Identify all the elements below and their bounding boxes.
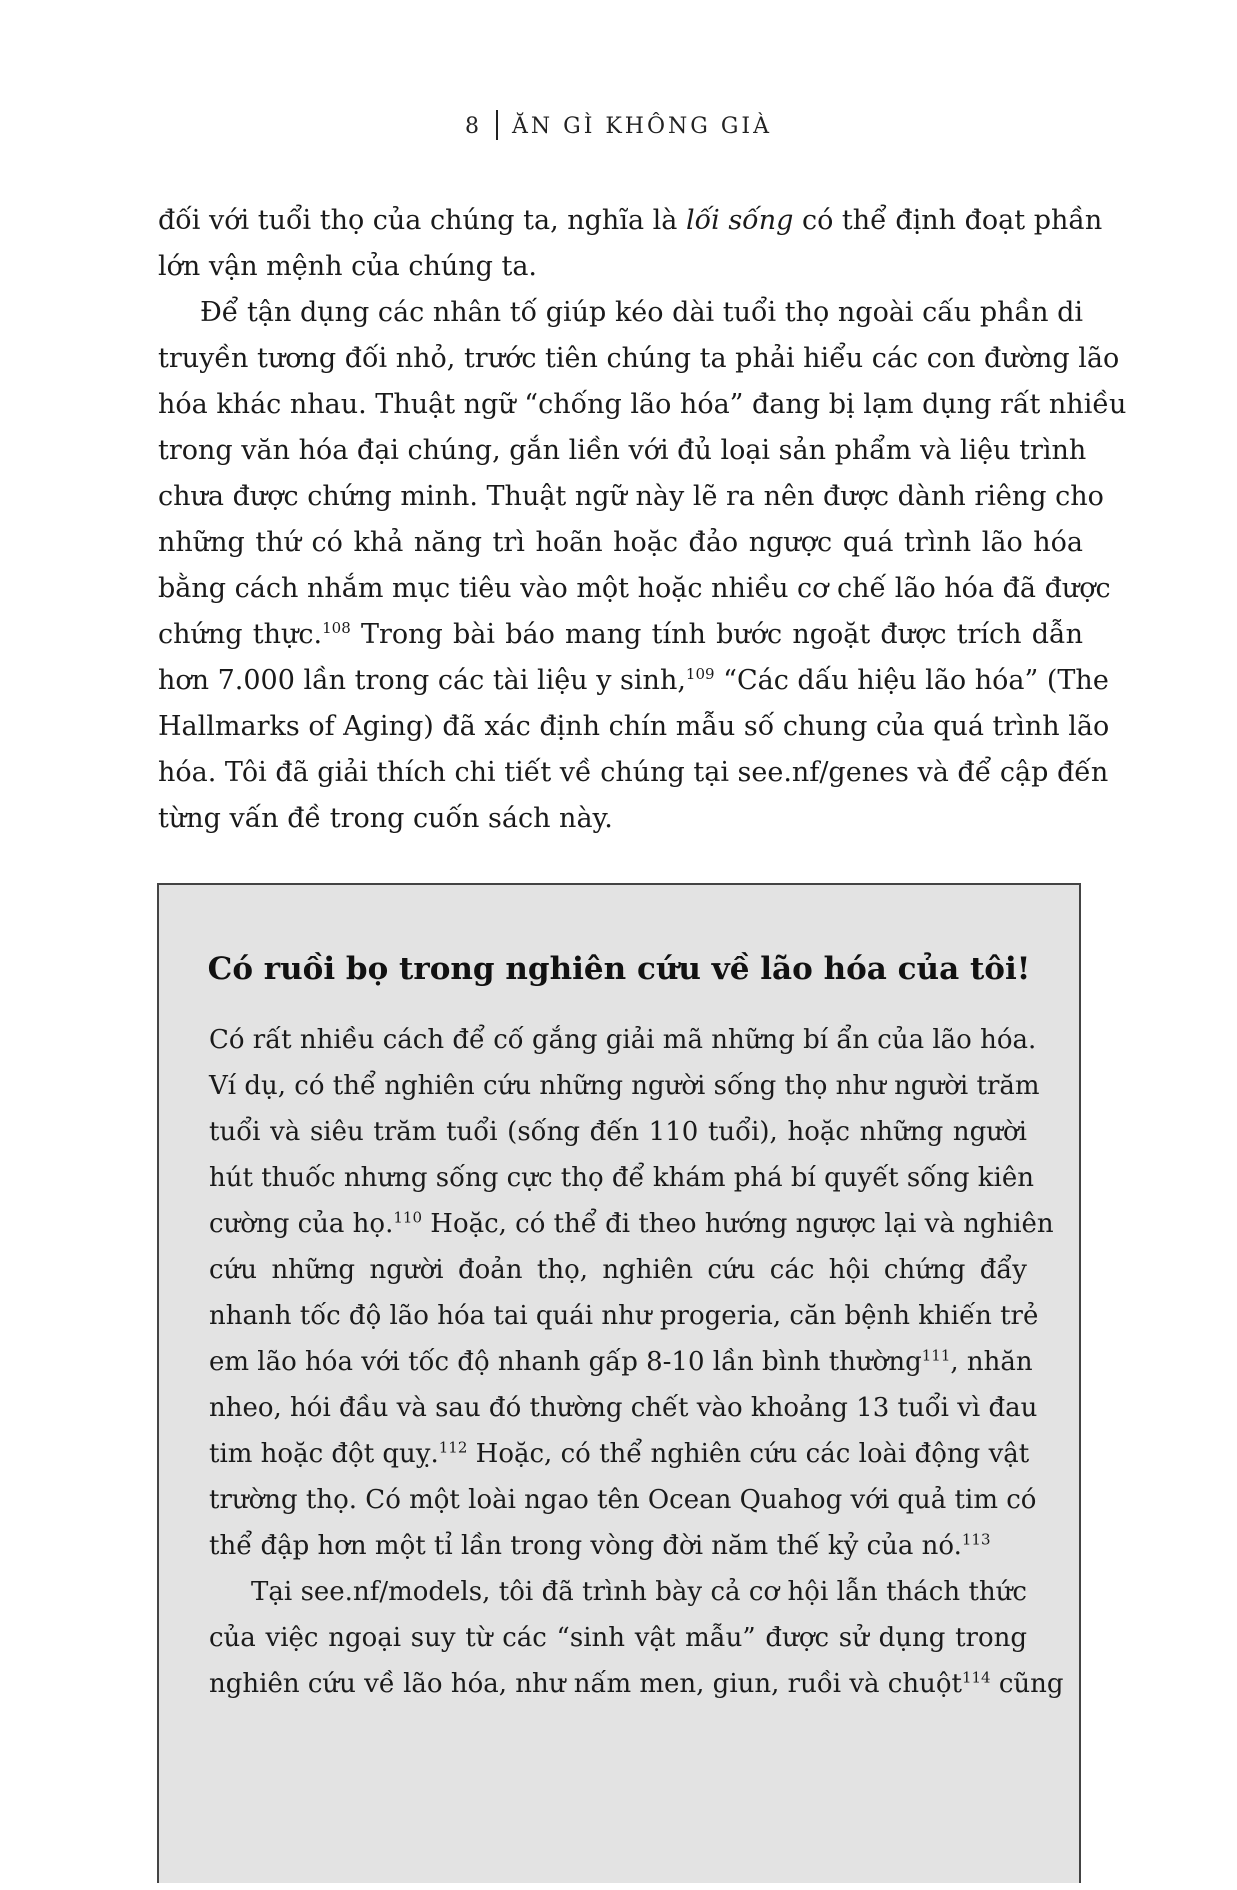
text-line: Để tận dụng các nhân tố giúp kéo dài tuổi thọ ngoài cấu phần di [200,297,1083,328]
footnote-ref: 110 [393,1208,422,1227]
text-line: hóa. Tôi đã giải thích chi tiết về chúng tại see.nf/genes và để cập đến [158,757,1109,788]
italic-emphasis: lối sống [685,205,794,236]
text-line: thể đập hơn một tỉ lần trong vòng đời năm thế kỷ của nó.$^{113}$ [209,1530,991,1561]
running-head [0,112,1237,142]
text-line: của việc ngoại suy từ các “sinh vật mẫu” được sử dụng trong [209,1623,1027,1653]
text-line: trường thọ. Có một loài ngao tên Ocean Quahog với quả tim có [209,1485,1037,1515]
text-line: Có rất nhiều cách để cố gắng giải mã những bí ẩn của lão hóa. [209,1025,1037,1055]
text-line: đối với tuổi thọ của chúng ta, nghĩa là lối sống có thể định đoạt phần [158,205,1103,236]
text-line: hơn 7.000 lần trong các tài liệu y sinh,$^{109}$ “Các dấu hiệu lão hóa” (The [158,665,1109,696]
text-line: tim hoặc đột quỵ.$^{112}$ Hoặc, có thể nghiên cứu các loài động vật [209,1438,1030,1469]
sidebar-box [157,883,1081,1883]
text-line: nheo, hói đầu và sau đó thường chết vào khoảng 13 tuổi vì đau [209,1393,1038,1423]
text-line: trong văn hóa đại chúng, gắn liền với đủ loại sản phẩm và liệu trình [158,435,1087,466]
footnote-ref: 108 [322,619,351,637]
text-line: nhanh tốc độ lão hóa tai quái như progeria, căn bệnh khiến trẻ [209,1301,1039,1331]
footnote-ref: 113 [961,1530,991,1549]
footnote-ref: 111 [921,1346,951,1365]
text-line: cường của họ.$^{110}$ Hoặc, có thể đi theo hướng ngược lại và nghiên [209,1208,1054,1239]
text-line: tuổi và siêu trăm tuổi (sống đến 110 tuổi), hoặc những người [209,1117,1027,1147]
text-line: Ví dụ, có thể nghiên cứu những người sống thọ như người trăm [209,1071,1040,1101]
page-number: 8 [464,114,482,139]
text-line: truyền tương đối nhỏ, trước tiên chúng ta phải hiểu các con đường lão [158,343,1120,374]
header-separator [496,110,498,140]
text-line: Tại see.nf/models, tôi đã trình bày cả cơ hội lẫn thách thức [251,1577,1027,1607]
text-line: em lão hóa với tốc độ nhanh gấp 8-10 lần bình thường$^{111}$, nhăn [209,1346,1033,1377]
text-line: những thứ có khả năng trì hoãn hoặc đảo ngược quá trình lão hóa [158,527,1083,558]
text-line: nghiên cứu về lão hóa, như nấm men, giun, ruồi và chuột$^{114}$ cũng [209,1668,1064,1699]
text-line: hút thuốc nhưng sống cực thọ để khám phá bí quyết sống kiên [209,1163,1035,1193]
text-line: bằng cách nhắm mục tiêu vào một hoặc nhiều cơ chế lão hóa đã được [158,573,1111,604]
text-line: chưa được chứng minh. Thuật ngữ này lẽ ra nên được dành riêng cho [158,481,1104,512]
text-line: chứng thực.$^{108}$ Trong bài báo mang tính bước ngoặt được trích dẫn [158,619,1083,650]
text-line: lớn vận mệnh của chúng ta. [158,251,538,282]
footnote-ref: 114 [961,1668,991,1687]
text-line: cứu những người đoản thọ, nghiên cứu các hội chứng đẩy [209,1255,1027,1285]
text-line: từng vấn đề trong cuốn sách này. [158,803,613,834]
main-text [158,198,1127,842]
text-line: Hallmarks of Aging) đã xác định chín mẫu số chung của quá trình lão [158,711,1110,742]
book-title: ĂN GÌ KHÔNG GIÀ [511,114,772,139]
footnote-ref: 109 [685,665,715,683]
sidebar-title: Có ruồi bọ trong nghiên cứu về lão hóa của tôi! [207,951,1031,987]
footnote-ref: 112 [438,1438,468,1457]
text-line: hóa khác nhau. Thuật ngữ “chống lão hóa” đang bị lạm dụng rất nhiều [158,389,1127,420]
sidebar-body [209,1017,1064,1707]
